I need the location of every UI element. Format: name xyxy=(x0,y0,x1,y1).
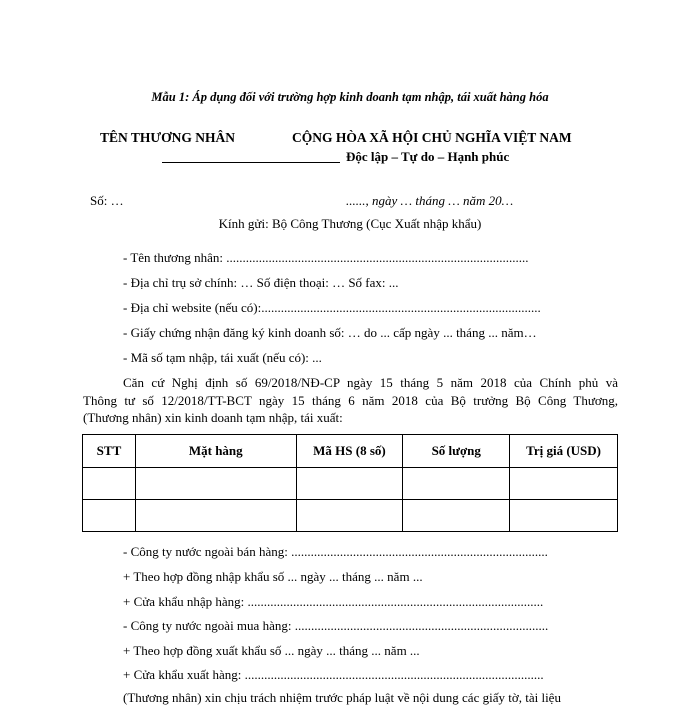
responsibility-statement: (Thương nhân) xin chịu trách nhiệm trước pháp luật về nội dung các giấy tờ, tài liệu xyxy=(123,690,561,705)
table-header-row xyxy=(83,435,618,468)
document-date: ......, ngày … tháng … năm 20… xyxy=(346,193,514,208)
field-reexport-code: - Mã số tạm nhập, tái xuất (nếu có): ... xyxy=(123,350,322,365)
field-merchant-name: - Tên thương nhân: ............................................................................................. xyxy=(123,250,529,265)
field-address: - Địa chỉ trụ sở chính: … Số điện thoại: … Số fax: ... xyxy=(123,275,399,290)
column-header-goods: Mặt hàng xyxy=(135,435,296,468)
paragraph-line: Thông tư số 12/2018/TT-BCT ngày 15 tháng 6 năm 2018 của Bộ trưởng Bộ Công Thương, xyxy=(83,392,618,408)
national-title: CỘNG HÒA XÃ HỘI CHỦ NGHĨA VIỆT NAM xyxy=(292,130,572,145)
column-header-quantity: Số lượng xyxy=(403,435,510,468)
table-cell xyxy=(403,468,510,500)
field-website: - Địa chỉ website (nếu có):...................................................................................... xyxy=(123,300,541,315)
table-cell xyxy=(510,500,618,532)
goods-table xyxy=(82,434,618,532)
field-export-border-gate: + Cửa khẩu xuất hàng: ............................................................................................ xyxy=(123,667,544,682)
field-export-contract: + Theo hợp đồng xuất khẩu số ... ngày ... tháng ... năm ... xyxy=(123,643,420,658)
paragraph-line: Căn cứ Nghị định số 69/2018/NĐ-CP ngày 15 tháng 5 năm 2018 của Chính phủ và xyxy=(123,375,618,390)
column-header-stt: STT xyxy=(83,435,136,468)
merchant-signature-line xyxy=(162,162,340,163)
merchant-header: TÊN THƯƠNG NHÂN xyxy=(100,130,236,145)
field-import-border-gate: + Cửa khẩu nhập hàng: ........................................................................................... xyxy=(123,594,544,609)
table-row xyxy=(83,500,618,532)
table-cell xyxy=(296,468,403,500)
field-import-contract: + Theo hợp đồng nhập khẩu số ... ngày ... tháng ... năm ... xyxy=(123,569,423,584)
document-number: Số: … xyxy=(90,193,124,208)
table-cell xyxy=(135,468,296,500)
column-header-value: Trị giá (USD) xyxy=(510,435,618,468)
table-cell xyxy=(510,468,618,500)
table-cell xyxy=(83,500,136,532)
column-header-hs-code: Mã HS (8 số) xyxy=(296,435,403,468)
field-business-license: - Giấy chứng nhận đăng ký kinh doanh số: … do ... cấp ngày ... tháng ... năm… xyxy=(123,325,537,340)
field-foreign-buyer: - Công ty nước ngoài mua hàng: .............................................................................. xyxy=(123,618,549,633)
legal-basis-paragraph xyxy=(83,374,618,427)
table-cell xyxy=(83,468,136,500)
table-row xyxy=(83,468,618,500)
national-motto: Độc lập – Tự do – Hạnh phúc xyxy=(346,149,510,164)
table-cell xyxy=(296,500,403,532)
recipient-line: Kính gửi: Bộ Công Thương (Cục Xuất nhập khẩu) xyxy=(218,216,482,231)
paragraph-line: (Thương nhân) xin kinh doanh tạm nhập, tái xuất: xyxy=(83,410,343,425)
field-foreign-seller: - Công ty nước ngoài bán hàng: ............................................................................... xyxy=(123,544,548,559)
table-cell xyxy=(135,500,296,532)
form-title: Mẫu 1: Áp dụng đối với trường hợp kinh doanh tạm nhập, tái xuất hàng hóa xyxy=(151,90,549,104)
table-cell xyxy=(403,500,510,532)
